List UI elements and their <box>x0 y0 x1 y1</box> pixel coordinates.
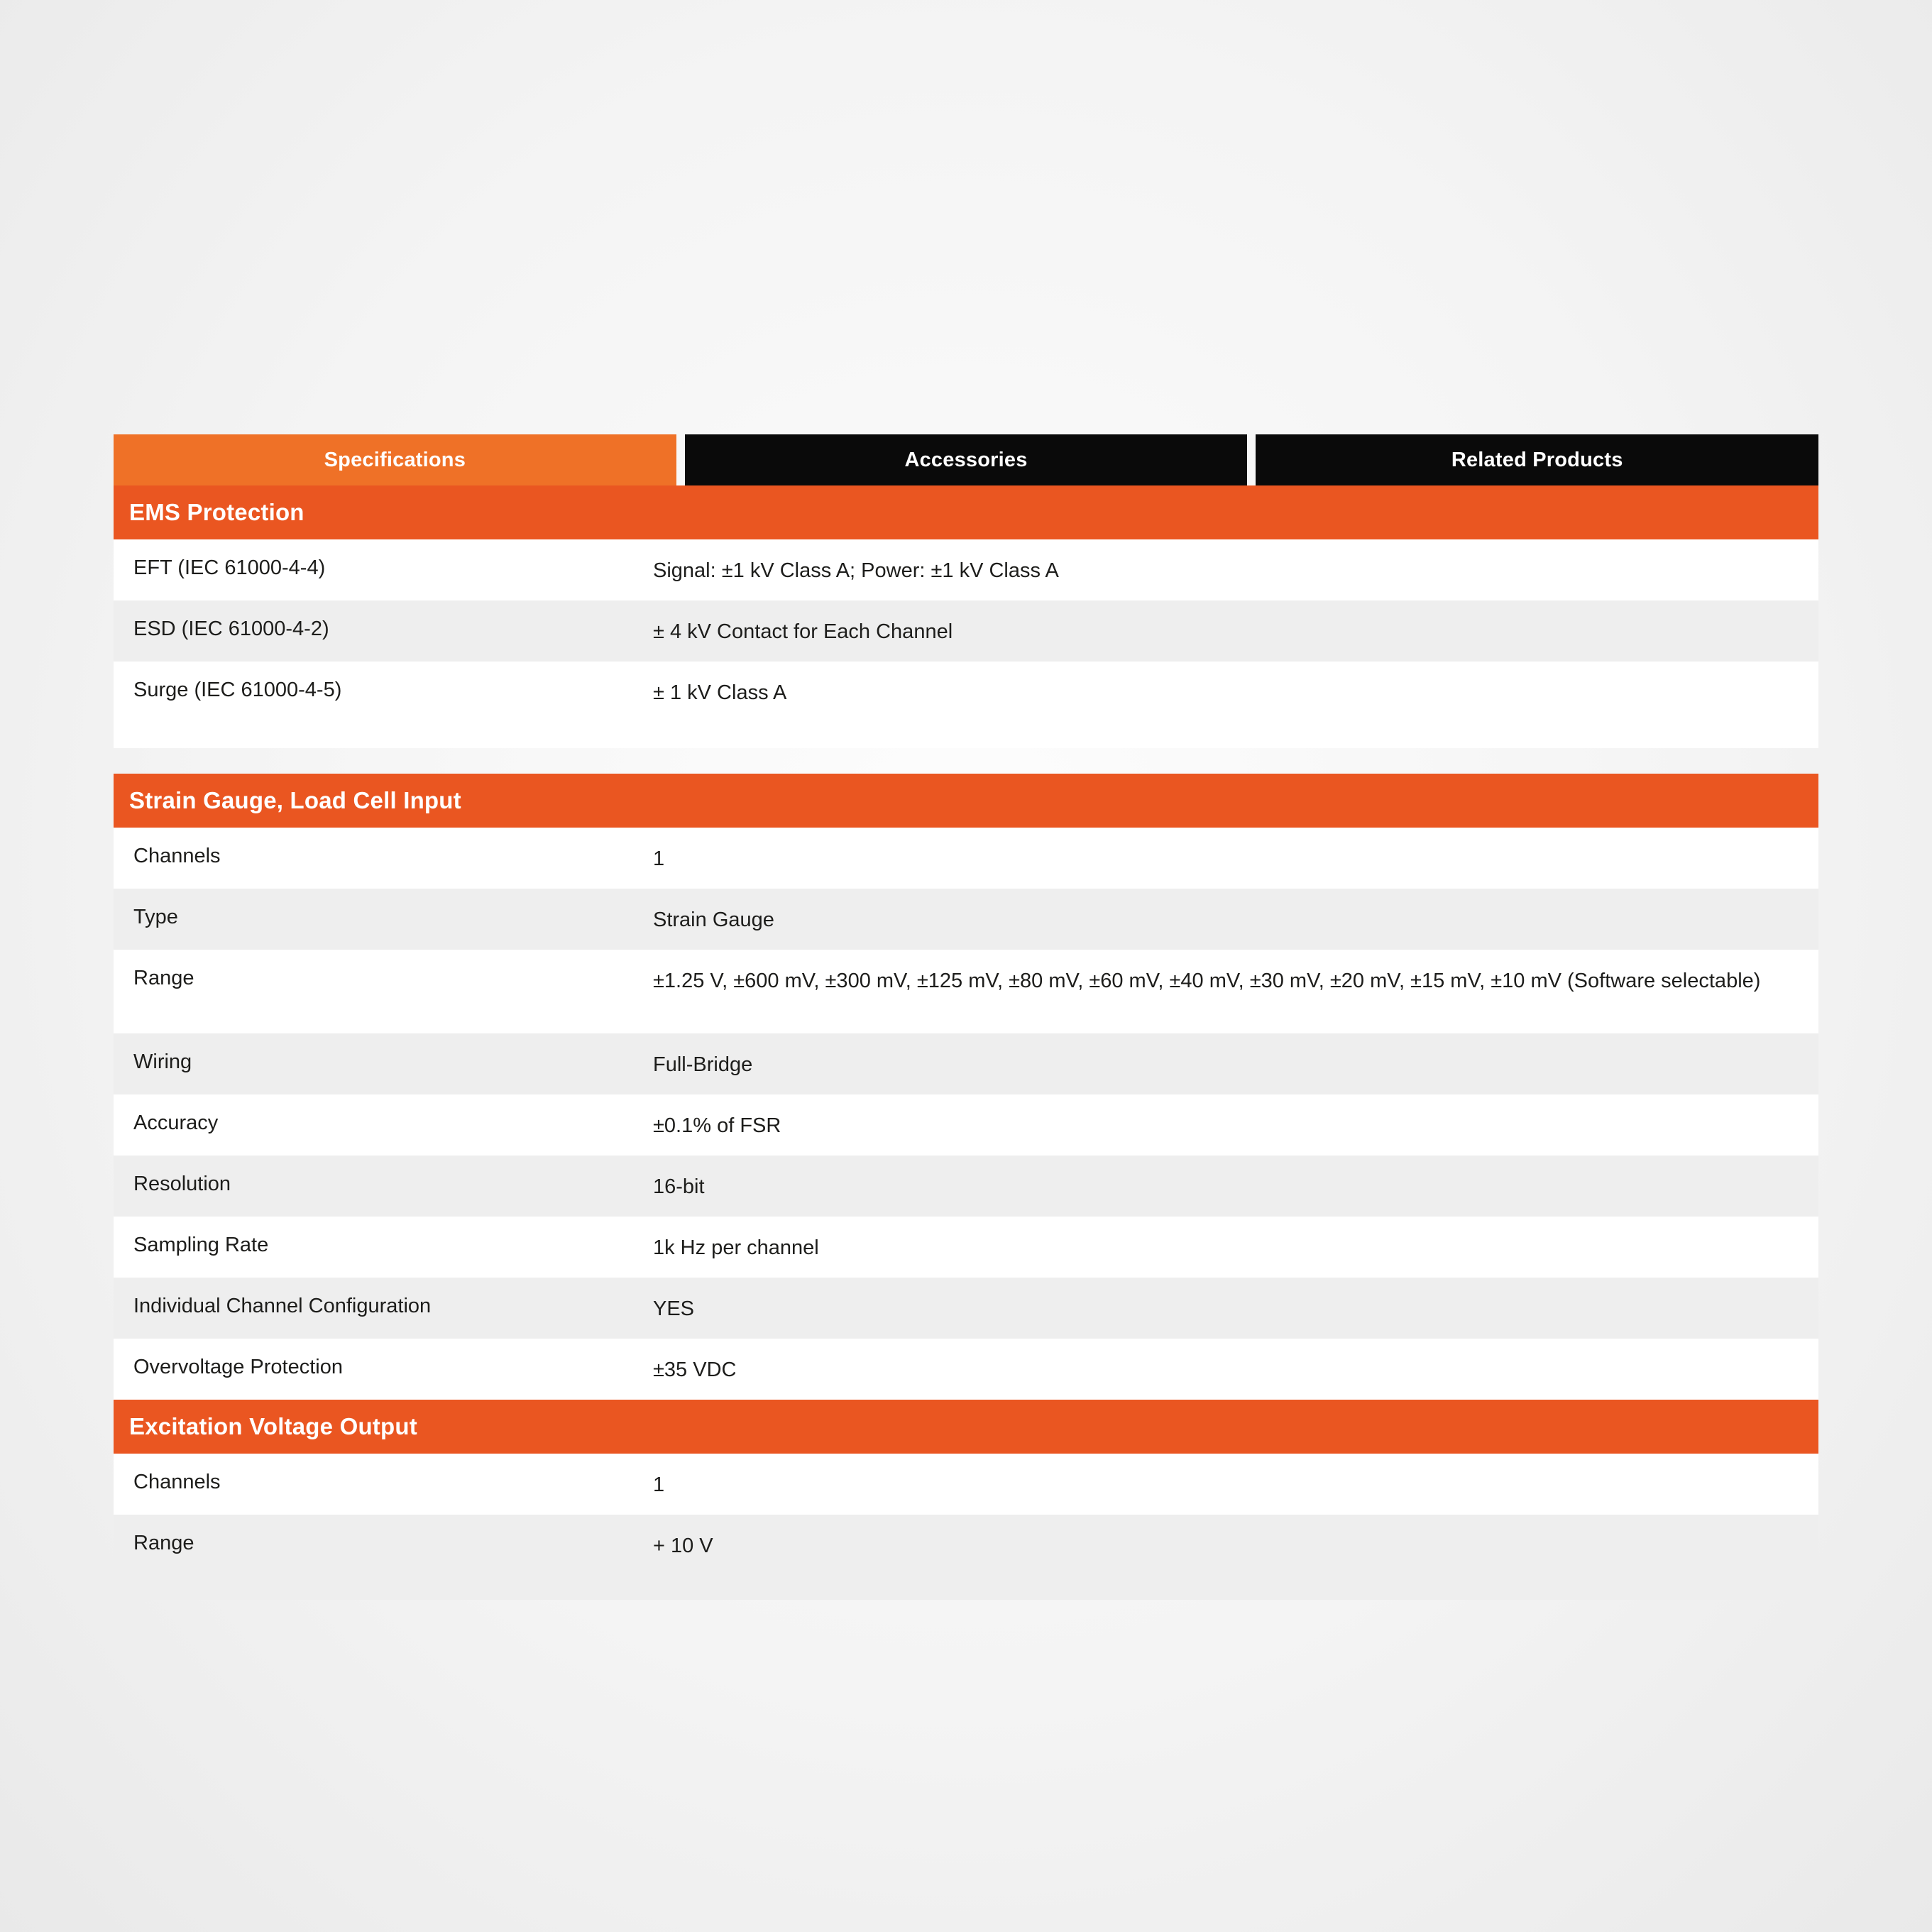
row-value: Strain Gauge <box>653 909 774 932</box>
row-value: ±0.1% of FSR <box>653 1114 781 1138</box>
row-label: Range <box>133 967 194 990</box>
table-row <box>114 828 1818 889</box>
row-value: YES <box>653 1297 695 1321</box>
row-label: Overvoltage Protection <box>133 1356 343 1379</box>
section-title: Excitation Voltage Output <box>129 1413 417 1440</box>
row-label: Surge (IEC 61000-4-5) <box>133 679 342 702</box>
section-header-excitation-voltage-output <box>114 1400 1818 1454</box>
row-label: Resolution <box>133 1173 231 1196</box>
table-row <box>114 889 1818 950</box>
table-bottom-strip <box>114 1576 1818 1600</box>
section-rows-excitation-voltage-output <box>114 1454 1818 1600</box>
row-label: Sampling Rate <box>133 1234 269 1257</box>
row-value: Signal: ±1 kV Class A; Power: ±1 kV Class A <box>653 559 1059 582</box>
table-row <box>114 1454 1818 1515</box>
row-label: Type <box>133 906 178 929</box>
tab-related-products-label: Related Products <box>1451 448 1623 471</box>
row-value: 1k Hz per channel <box>653 1236 819 1260</box>
section-rows-ems-protection <box>114 539 1818 748</box>
tab-related-products[interactable] <box>1256 434 1818 485</box>
table-row <box>114 950 1818 1033</box>
section-header-strain-gauge-load-cell-input <box>114 774 1818 828</box>
row-value: ±1.25 V, ±600 mV, ±300 mV, ±125 mV, ±80 mV, ±60 mV, ±40 mV, ±30 mV, ±20 mV, ±15 mV, ±10 mV (Software selectable) <box>653 970 1761 993</box>
table-row <box>114 1156 1818 1217</box>
tab-specifications[interactable] <box>114 434 676 485</box>
section-rows-strain-gauge-load-cell-input <box>114 828 1818 1400</box>
section-title: Strain Gauge, Load Cell Input <box>129 787 461 814</box>
section-title: EMS Protection <box>129 499 304 525</box>
row-value: 1 <box>653 1473 665 1497</box>
row-label: Wiring <box>133 1050 192 1074</box>
row-label: Range <box>133 1532 194 1555</box>
row-spacer <box>114 723 1818 748</box>
row-value: ± 4 kV Contact for Each Channel <box>653 620 953 644</box>
row-label: Accuracy <box>133 1112 219 1135</box>
tab-bar <box>114 434 1818 485</box>
row-value: 1 <box>653 847 665 871</box>
table-row <box>114 1515 1818 1576</box>
row-label: Individual Channel Configuration <box>133 1295 432 1318</box>
row-label: EFT (IEC 61000-4-4) <box>133 556 326 579</box>
table-row <box>114 1339 1818 1400</box>
tab-accessories-label: Accessories <box>904 448 1028 471</box>
table-row <box>114 1278 1818 1339</box>
tab-specifications-label: Specifications <box>324 448 466 471</box>
table-row <box>114 662 1818 723</box>
row-value: ± 1 kV Class A <box>653 681 787 705</box>
table-row <box>114 1217 1818 1278</box>
row-value: Full-Bridge <box>653 1053 753 1077</box>
row-value: 16-bit <box>653 1175 705 1199</box>
tab-accessories[interactable] <box>685 434 1248 485</box>
row-value: + 10 V <box>653 1535 713 1558</box>
row-label: Channels <box>133 1471 221 1494</box>
row-label: ESD (IEC 61000-4-2) <box>133 618 329 641</box>
row-label: Channels <box>133 845 221 868</box>
specifications-sheet <box>114 434 1818 1600</box>
table-row <box>114 1033 1818 1094</box>
section-gap <box>114 748 1818 774</box>
table-row <box>114 1094 1818 1156</box>
table-row <box>114 600 1818 662</box>
table-row <box>114 539 1818 600</box>
row-value: ±35 VDC <box>653 1359 737 1382</box>
section-header-ems-protection <box>114 485 1818 539</box>
